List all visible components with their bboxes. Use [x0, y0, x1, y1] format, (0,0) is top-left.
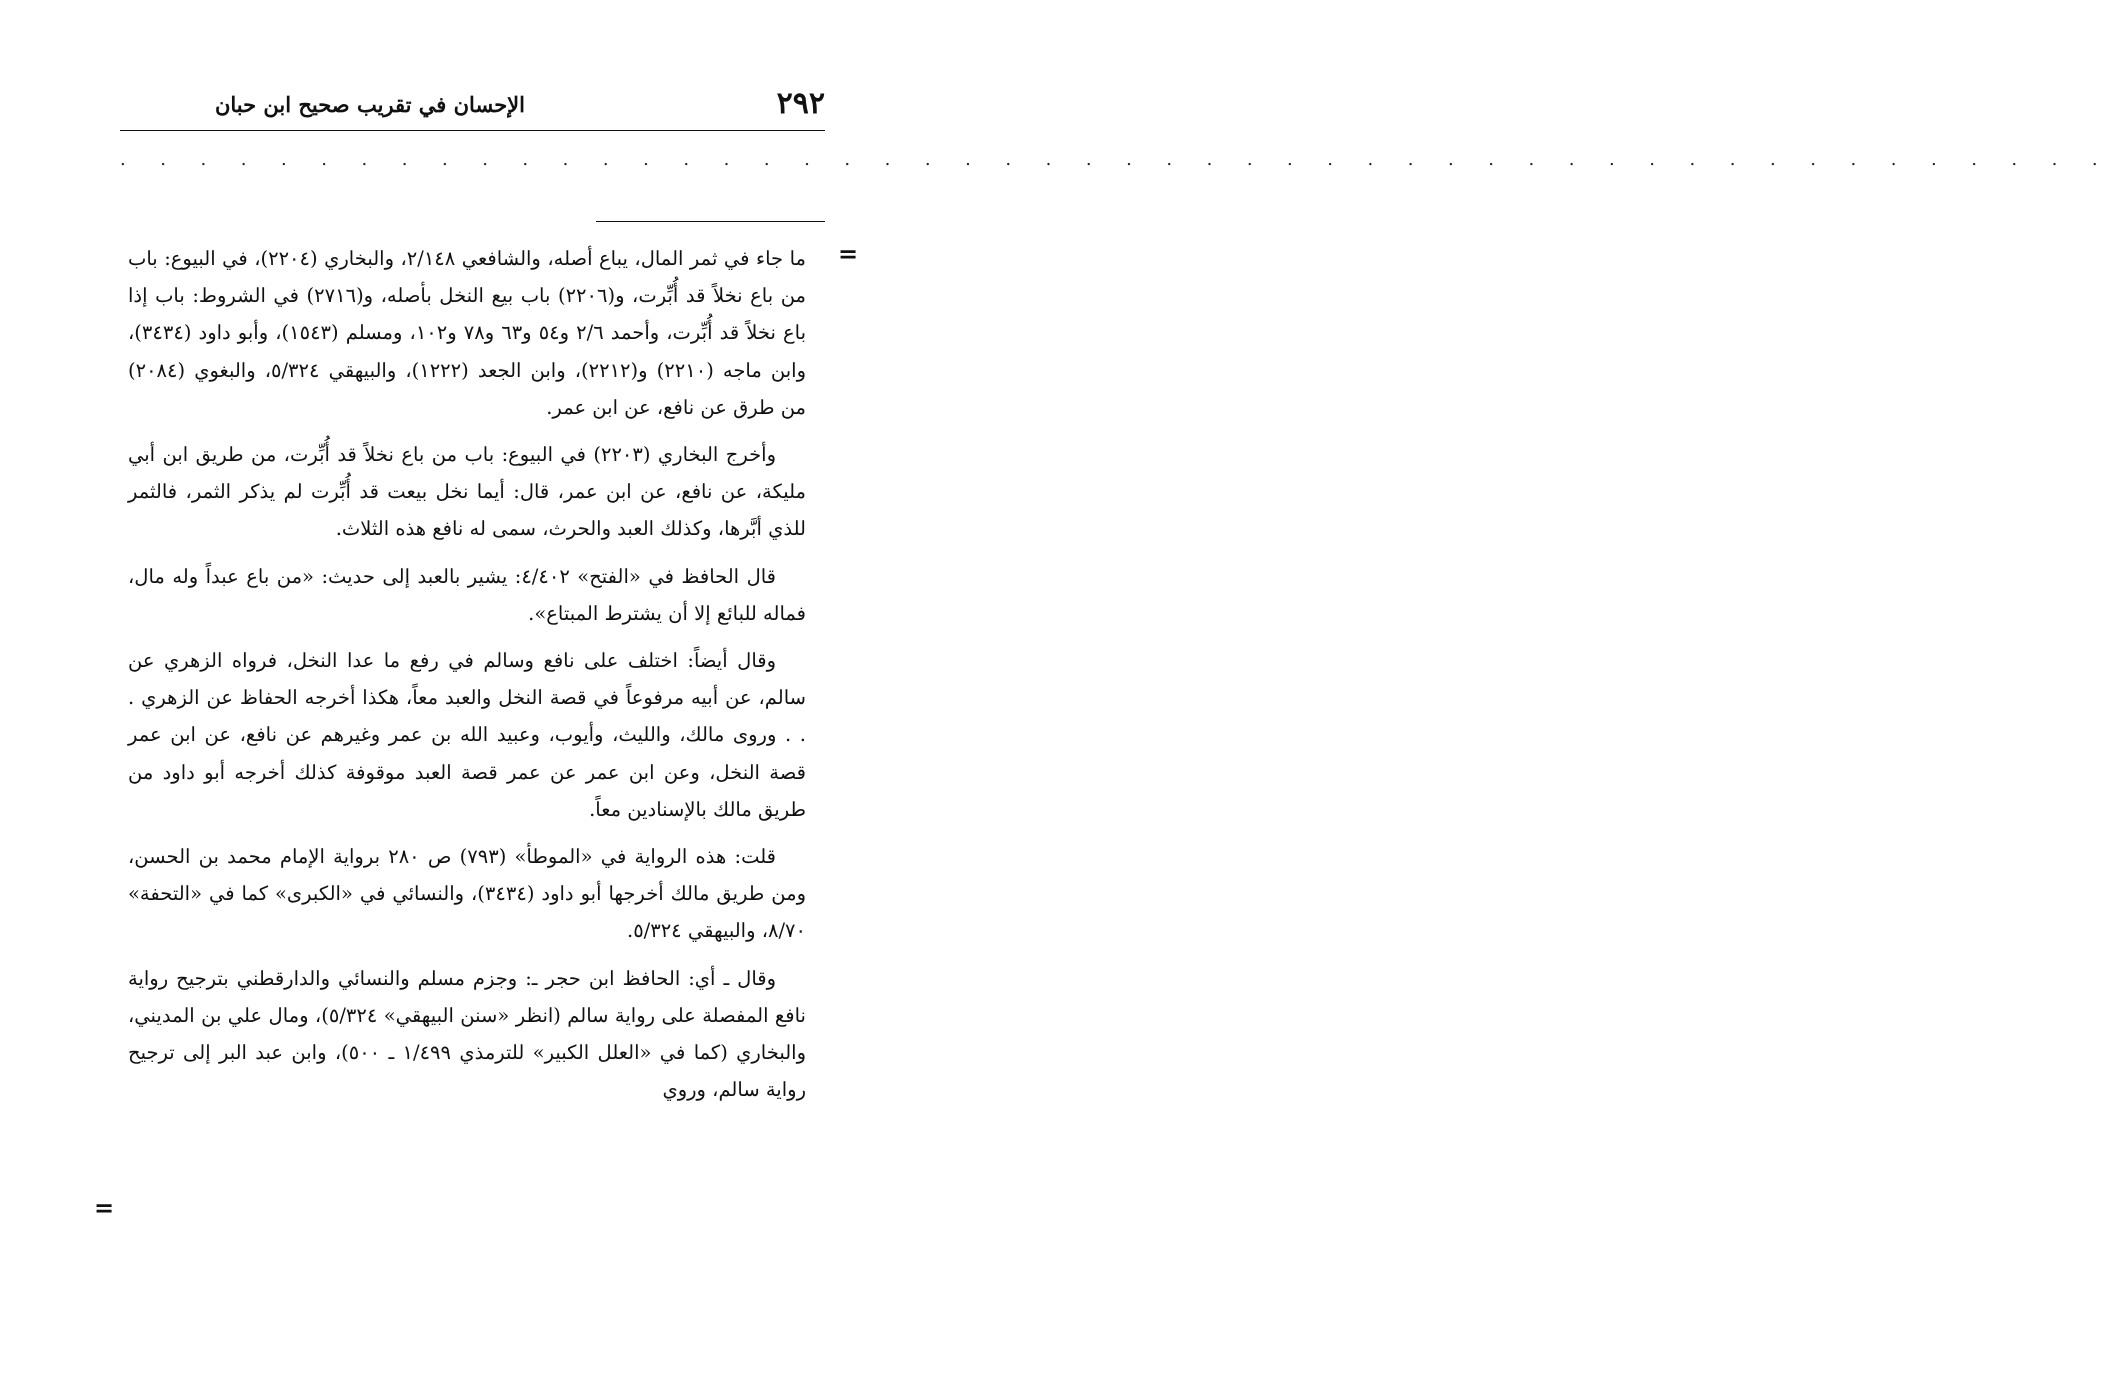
continuation-mark-bottom: =: [94, 1193, 115, 1222]
paragraph: وقال أيضاً: اختلف على نافع وسالم في رفع ما عدا النخل، فرواه الزهري عن سالم، عن أبيه مرفوعاً في قصة النخل والعبد معاً، هكذا أخرجه الحفاظ عن الزهري . . . وروى مالك، والليث، وأيوب، وعبيد الله بن عمر وغيرهم عن نافع، عن ابن عمر قصة النخل، وعن ابن عمر عن عمر قصة العبد موقوفة كذلك أخرجه أبو داود من طريق مالك بالإسنادين معاً.: [128, 649, 806, 821]
paragraph: قال الحافظ في «الفتح» ٤/٤٠٢: يشير بالعبد إلى حديث: «من باع عبداً وله مال، فماله للبائع إلا أن يشترط المبتاع».: [128, 564, 806, 625]
paragraph: وأخرج البخاري (٢٢٠٣) في البيوع: باب من باع نخلاً قد أُبِّرت، من طريق ابن أبي مليكة، عن نافع، عن ابن عمر، قال: أيما نخل بيعت قد أُبِّرت لم يذكر الثمر، فالثمر للذي أبَّرها، وكذلك العبد والحرث، سمى له نافع هذه الثلاث.: [128, 443, 806, 541]
dotted-separator: . . . . . . . . . . . . . . . . . . . . . . . . . . . . . . . . . . . . . . . . . . . . . . . . . .: [120, 149, 2112, 170]
continuation-mark-top: =: [838, 239, 859, 268]
page-number: ٢٩٢: [776, 86, 825, 121]
paragraph: وقال ـ أي: الحافظ ابن حجر ـ: وجزم مسلم والنسائي والدارقطني بترجيح رواية نافع المفصلة على رواية سالم (انظر «سنن البيهقي» ٥/٣٢٤)، ومال علي بن المديني، والبخاري (كما في «العلل الكبير» للترمذي ١/٤٩٩ ـ ٥٠٠)، وابن عبد البر إلى ترجيح رواية سالم، وروي: [128, 966, 806, 1102]
footnote-text: [128, 240, 806, 1118]
header-rule: [120, 130, 825, 131]
footnote-rule: [596, 221, 825, 222]
page-header: [120, 86, 825, 122]
paragraph: قلت: هذه الرواية في «الموطأ» (٧٩٣) ص ٢٨٠ برواية الإمام محمد بن الحسن، ومن طريق مالك أخرجها أبو داود (٣٤٣٤)، والنسائي في «الكبرى» كما في «التحفة» ٨/٧٠، والبيهقي ٥/٣٢٤.: [128, 845, 806, 943]
paragraph: ما جاء في ثمر المال، يباع أصله، والشافعي ٢/١٤٨، والبخاري (٢٢٠٤)، في البيوع: باب من باع نخلاً قد أُبِّرت، و(٢٢٠٦) باب بيع النخل بأصله، و(٢٧١٦) في الشروط: باب إذا باع نخلاً قد أُبِّرت، وأحمد ٢/٦ و٥٤ و٦٣ و٧٨ و١٠٢، ومسلم (١٥٤٣)، وأبو داود (٣٤٣٤)، وابن ماجه (٢٢١٠) و(٢٢١٢)، وابن الجعد (١٢٢٢)، والبيهقي ٥/٣٢٤، والبغوي (٢٠٨٤) من طرق عن نافع، عن ابن عمر.: [128, 247, 806, 419]
running-title: الإحسان في تقريب صحيح ابن حبان: [214, 92, 525, 117]
